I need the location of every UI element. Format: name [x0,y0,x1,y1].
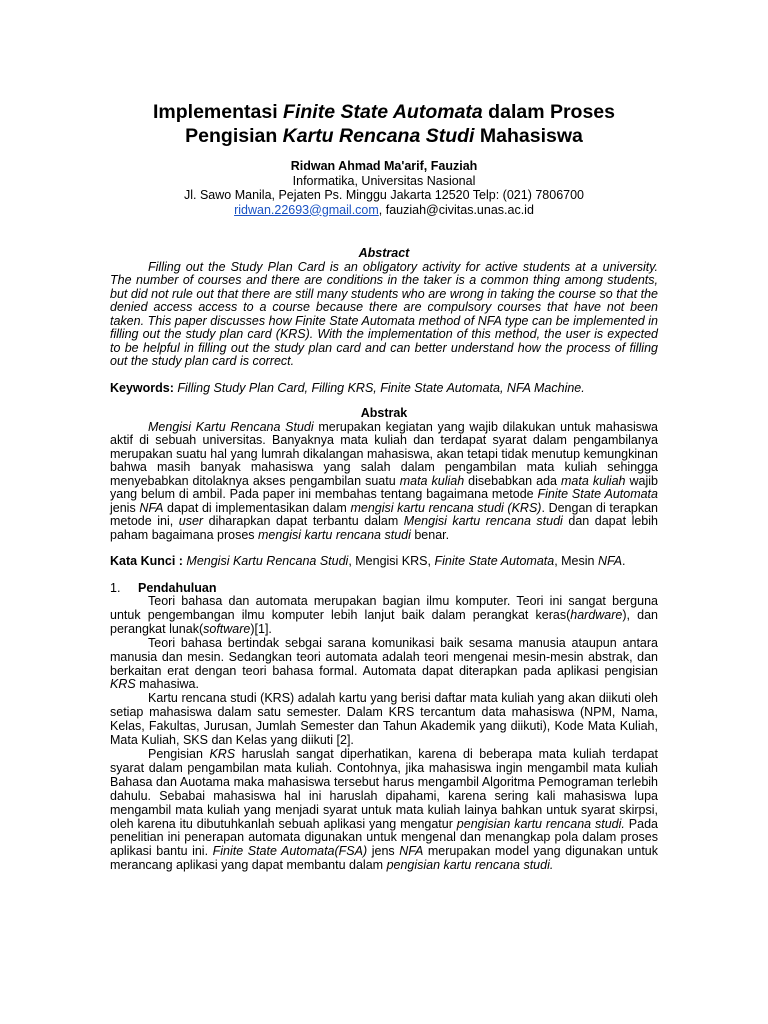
body-segment: NFA [399,844,424,859]
title-text: Mahasiswa [474,125,583,147]
section-number: 1. [110,580,121,595]
abstrak-segment: disebabkan ada [464,473,562,488]
section-title: Pendahuluan [138,580,217,595]
body-segment: haruslah sangat diperhatikan, karena di beberapa mata kuliah terdapat syarat dalam pengambilan mata kuliah. Contohnya, jika mahasiswa ingin mengambil mata kuliah Bahasa dan Auotama maka mahasiswa tersebut harus mengambil Algoritma Pemograman terlebih dahulu. Sebabai mahasiswa hal ini haruslah dipahami, karena sering kali mahasiswa lupa mengambil mata kuliah yang menjadi syarat untuk mata kuliah lainya bahkan untuk syarat skirpsi, oleh karena itu dibutuhkanlah sebuah aplikasi yang mengatur [110,746,659,831]
body-segment: jens [367,844,400,859]
abstrak-segment: . Dengan di terapkan metode ini, [110,500,659,528]
body-segment: KRS [110,677,136,692]
body-segment: Teori bahasa bertindak sebgai sarana komunikasi baik sesama manusia ataupun antara manusia dan mesin. Sedangkan teori automata adalah teori mengenai mesin-mesin abstrak, dan berkaitan erat dengan teori bahasa formal. Automata dapat diterapkan pada aplikasi pengisian [110,635,658,678]
abstract-text: Filling out the Study Plan Card is an obligatory activity for active students at a university. The number of courses and there are conditions in the taker is a common thing among students, but did not rule out that there are still many students who are wrong in taking the course so that the denied access access to a course because there are compulsory courses that have not been taken. This paper discusses how Finite State Automata method of NFA type can be implemented in filling out the study plan card (KRS). With the implementation of this method, the user is expected to be helpful in filling out the study plan card and can better understand how the process of filling out the study plan card is correct. [110,259,658,368]
abstrak-segment: mata kuliah [561,473,626,488]
title-italic-text: Finite State Automata [283,101,483,123]
body-segment: hardware [570,607,623,622]
body-segment: Teori bahasa dan automata merupakan bagian ilmu komputer. Teori ini sangat berguna untuk pengembangan ilmu komputer lebih lanjut baik dalam perangkat keras( [110,594,658,622]
body-segment: software [203,621,251,636]
title-text: Pengisian [185,125,283,147]
abstrak-segment: Mengisi Kartu Rencana Studi [148,419,314,434]
body-segment: )[1]. [250,621,272,636]
affiliation: Informatika, Universitas Nasional [292,173,476,188]
paper-page [110,100,658,873]
abstrak-segment: mengisi kartu rencana studi (KRS) [350,500,542,515]
abstrak-segment: merupakan kegiatan yang wajib dilakukan untuk mahasiswa aktif di sebuah universitas. Banyaknya mata kuliah dan terdapat syarat dalam pengambilanya merupakan suatu hal yang lumrah dikalangan mahasiswa, akan tetapi tidak menutup kemungkinan bahwa masih banyak mahasiswa yang salah dalam pengambilan mata kuliah sehingga menyebabkan ditolaknya akses pengambilan suatu [110,419,658,488]
body-paragraph-2 [110,637,658,693]
body-paragraph-3: Kartu rencana studi (KRS) adalah kartu yang berisi daftar mata kuliah yang akan diikuti oleh setiap mahasiswa dalam satu semester. Dalam KRS tercantum data mahasiswa (NPM, Nama, Kelas, Fakultas, Jurusan, Jumlah Semester dan Tahun Akademik yang diikuti), Kode Mata Kuliah, Mata Kuliah, SKS dan Kelas yang diikuti [2]. [110,691,658,748]
kata-kunci-segment: . [622,554,626,568]
authors: Ridwan Ahmad Ma'arif, Fauziah [290,159,478,173]
abstrak-segment: diharapkan dapat terbantu dalam [203,514,404,528]
body-segment: mahasiwa. [135,677,199,692]
abstrak-heading: Abstrak [360,406,408,420]
abstract-heading: Abstract [358,246,410,260]
abstrak-segment: benar. [410,527,450,542]
body-segment: Finite State Automata(FSA) [212,844,368,859]
kata-kunci [110,554,658,569]
kata-kunci-segment: , Mengisi KRS, [348,554,435,568]
abstrak-segment: mata kuliah [399,473,465,488]
keywords [110,381,658,396]
body-segment: KRS [209,746,236,761]
title-text: dalam Proses [482,101,615,123]
title-italic-text: Kartu Rencana Studi [282,125,475,147]
body-paragraph-1 [110,595,658,637]
abstrak-segment: Mengisi kartu rencana studi [403,514,563,528]
abstrak-segment: wajib yang belum di ambil. Pada paper ini membahas tentang bagaimana metode [110,473,658,501]
body-segment: ), dan perangkat lunak( [110,607,658,636]
keywords-label: Keywords: [110,380,174,395]
emails [110,203,658,218]
kata-kunci-segment: NFA [597,554,623,568]
abstrak-segment: dapat di implementasikan dalam [163,500,351,515]
abstrak-segment: mengisi kartu rencana studi [258,527,411,542]
abstrak-segment: dan dapat lebih paham bagaimana proses [110,514,658,542]
kata-kunci-segment: Finite State Automata [434,554,555,568]
paper-title [110,100,658,148]
abstrak-segment: user [178,514,204,528]
abstrak-text [110,421,658,543]
body-segment: pengisian kartu rencana studi. [456,816,625,831]
abstrak-segment: jenis [110,500,140,515]
address: Jl. Sawo Manila, Pejaten Ps. Minggu Jakarta 12520 Telp: (021) 7806700 [183,188,585,202]
section-heading [110,581,658,596]
kata-kunci-segment: Mengisi Kartu Rencana Studi [182,554,349,568]
kata-kunci-label: Kata Kunci : [110,554,183,568]
body-segment: Pada penelitian ini penerapan automata digunakan untuk mengenal dan menangkap pola dalam proses aplikasi bantu ini. [110,816,658,859]
kata-kunci-segment: , Mesin [554,554,598,568]
email-link[interactable]: ridwan.22693@gmail.com [234,202,379,217]
body-segment: pengisian kartu rencana studi. [386,858,554,873]
body-paragraph-4 [110,748,658,873]
abstrak-segment: NFA [139,500,164,515]
title-text: Implementasi [153,101,284,123]
email-rest: , fauziah@civitas.unas.ac.id [378,202,534,217]
keywords-text: Filling Study Plan Card, Filling KRS, Finite State Automata, NFA Machine. [173,380,585,395]
body-segment: Pengisian [148,746,210,761]
body-segment: merupakan model yang digunakan untuk merancang aplikasi yang dapat membantu dalam [110,844,658,873]
abstrak-segment: Finite State Automata [537,487,658,501]
